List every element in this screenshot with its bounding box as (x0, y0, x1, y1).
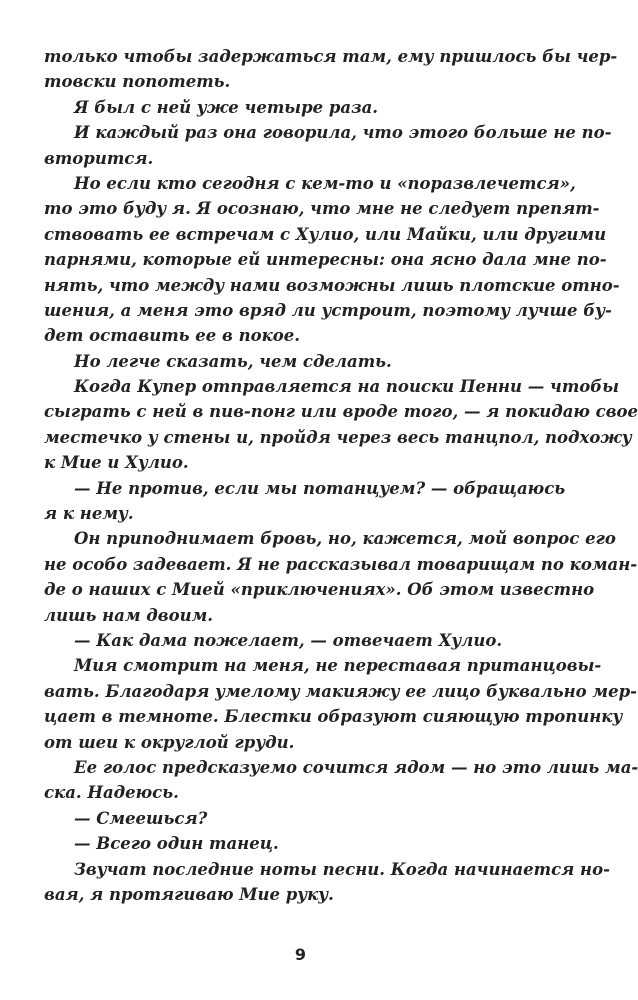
paragraph (44, 44, 618, 95)
paragraph (44, 526, 638, 628)
text-line: — Как дама пожелает, — отвечает Хулио. (74, 630, 503, 650)
paragraph (44, 806, 556, 831)
text-line: де о наших с Мией «приключениях». Об этом известно (44, 580, 595, 600)
text-line: не особо задевает. Я не рассказывал товарищам по коман- (44, 554, 638, 574)
text-line: шения, а меня это вряд ли устроит, поэтому лучше бу- (44, 300, 612, 320)
body-text (44, 44, 638, 907)
text-line: — Не против, если мы потанцуем? — обращаюсь (74, 478, 566, 498)
text-line: Мия смотрит на меня, не переставая пританцовы- (74, 656, 602, 676)
paragraph (44, 831, 556, 856)
paragraph (44, 628, 556, 653)
text-line: товски попотеть. (44, 72, 231, 92)
text-line: вать. Благодаря умелому макияжу ее лицо буквально мер- (44, 681, 637, 701)
text-line: — Всего один танец. (74, 834, 279, 854)
text-line: вая, я протягиваю Мие руку. (44, 884, 334, 904)
text-line: цает в темноте. Блестки образуют сияющую тропинку (44, 707, 623, 727)
page-number: 9 (294, 945, 307, 964)
text-line: Я был с ней уже четыре раза. (74, 97, 379, 117)
text-line: Он приподнимает бровь, но, кажется, мой вопрос его (74, 529, 616, 549)
paragraph (44, 95, 556, 120)
text-line: И каждый раз она говорила, что этого больше не по- (74, 123, 612, 143)
text-line: Когда Купер отправляется на поиски Пенни — чтобы (74, 377, 619, 397)
paragraph (44, 349, 556, 374)
text-line: вторится. (44, 148, 154, 168)
text-line: Но если кто сегодня с кем-то и «поразвлечется», (74, 173, 576, 193)
text-line: сыграть с ней в пив-понг или вроде того, — я покидаю свое (44, 402, 638, 422)
text-line: нять, что между нами возможны лишь плотские отно- (44, 275, 620, 295)
text-line: дет оставить ее в покое. (44, 326, 301, 346)
text-line: — Смеешься? (74, 808, 208, 828)
text-line: Ее голос предсказуемо сочится ядом — но это лишь ма- (74, 757, 638, 777)
text-line: только чтобы задержаться там, ему пришлось бы чер- (44, 47, 618, 66)
text-line: парнями, которые ей интересны: она ясно дала мне по- (44, 250, 607, 270)
paragraph (44, 374, 638, 476)
text-line: от шеи к округлой груди. (44, 732, 295, 752)
paragraph (44, 171, 620, 349)
text-line: Но легче сказать, чем сделать. (74, 351, 392, 371)
paragraph (44, 653, 637, 755)
text-line: к Мие и Хулио. (44, 453, 189, 473)
text-line: местечко у стены и, пройдя через весь танцпол, подхожу (44, 427, 632, 447)
text-line: лишь нам двоим. (44, 605, 214, 625)
text-line: я к нему. (44, 504, 134, 524)
text-line: ска. Надеюсь. (44, 783, 179, 803)
text-line: то это буду я. Я осознаю, что мне не следует препят- (44, 199, 600, 219)
paragraph (44, 120, 612, 171)
paragraph (44, 755, 638, 806)
text-line: Звучат последние ноты песни. Когда начинается но- (74, 859, 610, 879)
paragraph (44, 476, 566, 527)
text-line: ствовать ее встречам с Хулио, или Майки, или другими (44, 224, 607, 244)
paragraph (44, 857, 610, 908)
